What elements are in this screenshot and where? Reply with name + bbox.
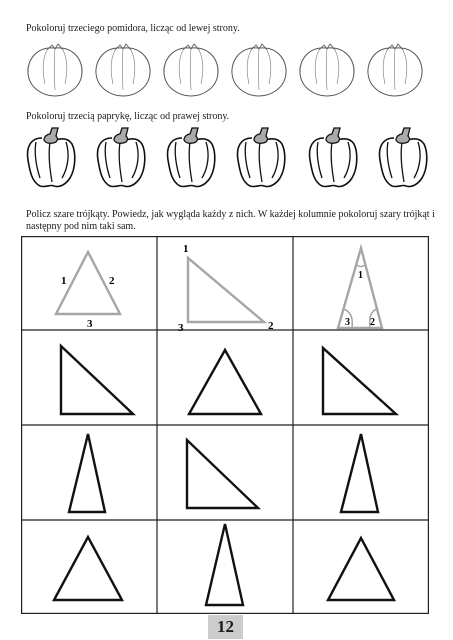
pepper-icon[interactable] [98, 128, 145, 187]
vertex-label: 3 [178, 322, 184, 334]
triangle-equilateral[interactable] [189, 350, 261, 414]
triangle-right[interactable] [323, 348, 396, 414]
instruction-peppers: Pokoloruj trzecią paprykę, licząc od prawej strony. [26, 111, 230, 122]
side-label: 2 [109, 275, 115, 287]
pepper-icon[interactable] [28, 128, 75, 187]
tomato-row [20, 40, 435, 100]
triangle-right[interactable] [61, 346, 133, 414]
tomato-icon[interactable] [164, 44, 218, 96]
tomato-icon[interactable] [300, 44, 354, 96]
tomato-icon[interactable] [232, 44, 286, 96]
triangle-right[interactable] [187, 440, 258, 508]
tomato-icon[interactable] [28, 44, 82, 96]
side-label: 1 [61, 275, 67, 287]
pepper-icon[interactable] [168, 128, 215, 187]
reference-triangle-right[interactable] [188, 258, 264, 322]
reference-triangle-isosceles[interactable] [338, 248, 382, 328]
page-number: 12 [208, 615, 243, 639]
angle-label: 2 [370, 317, 375, 328]
triangle-isosceles[interactable] [341, 434, 378, 512]
pepper-row [20, 126, 435, 186]
tomato-icon[interactable] [368, 44, 422, 96]
pepper-icon[interactable] [238, 128, 285, 187]
grid-lines [21, 236, 429, 614]
angle-label: 1 [358, 270, 363, 281]
angle-label: 3 [345, 317, 350, 328]
triangle-isosceles[interactable] [69, 434, 105, 512]
pepper-icon[interactable] [380, 128, 427, 187]
triangle-isosceles[interactable] [206, 524, 243, 605]
side-label: 3 [87, 318, 93, 330]
vertex-label: 2 [268, 320, 274, 332]
instruction-triangles: Policz szare trójkąty. Powiedz, jak wygląda każdy z nich. W każdej kolumnie pokoloruj szary trójkąt i następny pod nim taki sam. [26, 209, 435, 232]
instruction-tomatoes: Pokoloruj trzeciego pomidora, licząc od lewej strony. [26, 23, 240, 34]
triangle-equilateral[interactable] [328, 538, 394, 600]
triangle-grid [21, 236, 429, 614]
tomato-icon[interactable] [96, 44, 150, 96]
pepper-icon[interactable] [310, 128, 357, 187]
triangle-equilateral[interactable] [54, 537, 122, 600]
vertex-label: 1 [183, 243, 189, 255]
